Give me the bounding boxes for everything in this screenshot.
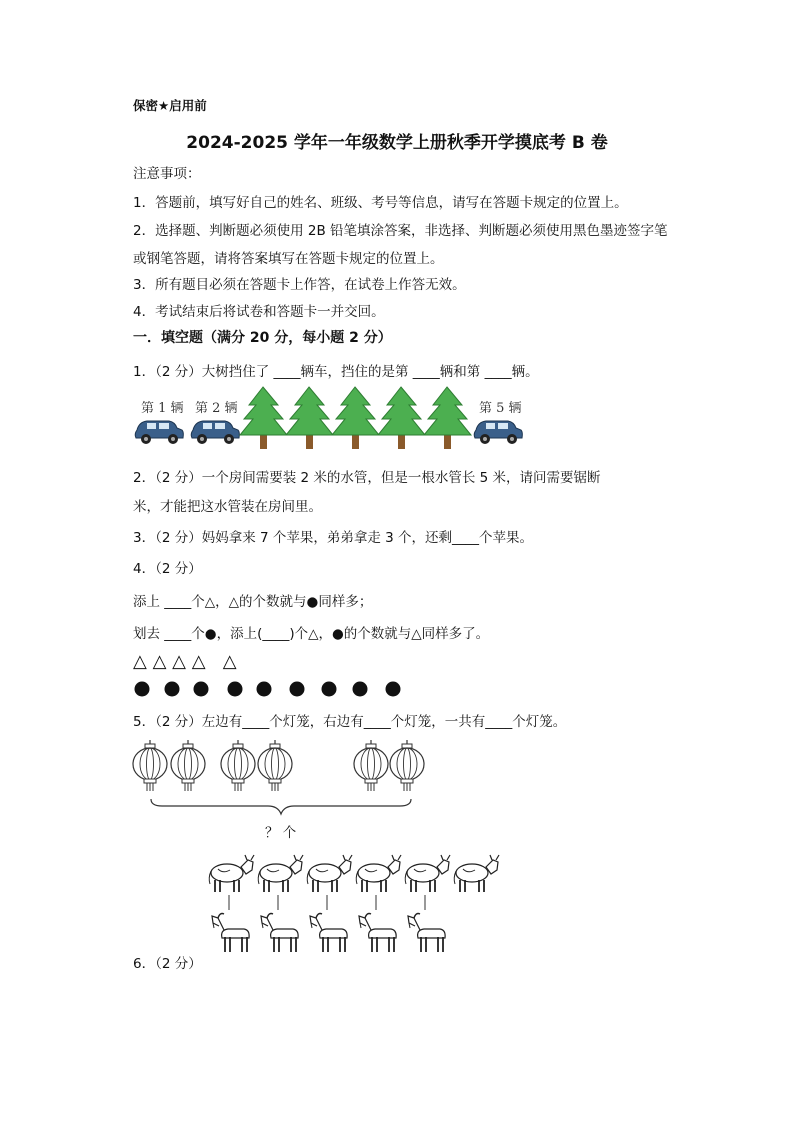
lantern-icon [171, 740, 205, 791]
question-1-text: 1．（2 分）大树挡住了 ____辆车，挡住的是第 ____辆和第 ____辆。 [133, 364, 539, 380]
question-4-head: 4．（2 分） [133, 561, 202, 577]
circle-dot [386, 682, 401, 697]
tree-icon [424, 387, 471, 449]
goat-icon [212, 914, 249, 953]
question-2-line-1: 2．（2 分）一个房间需要装 2 米的水管，但是一根水管长 5 米，请问需要锯断 [133, 470, 601, 486]
lantern-icon [354, 740, 388, 791]
car-label-5: 第 5 辆 [479, 401, 522, 416]
lantern-icon [133, 740, 167, 791]
notes-heading: 注意事项： [133, 166, 201, 182]
circle-dot [135, 682, 150, 697]
cow-icon [356, 855, 401, 892]
question-5-total-label: ？ 个 [265, 825, 297, 841]
question-3-text: 3．（2 分）妈妈拿来 7 个苹果，弟弟拿走 3 个，还剩____个苹果。 [133, 530, 534, 546]
note-item-1: 1．答题前，填写好自己的姓名、班级、考号等信息，请写在答题卡规定的位置上。 [133, 195, 628, 211]
circle-dot [257, 682, 272, 697]
car-1-icon [133, 414, 185, 446]
car-label-2: 第 2 辆 [195, 401, 238, 416]
lantern-icon [221, 740, 255, 791]
car-label-1: 第 1 辆 [141, 401, 184, 416]
question-5-text: 5．（2 分）左边有____个灯笼，右边有____个灯笼，一共有____个灯笼。 [133, 714, 567, 730]
car-2-icon [189, 414, 241, 446]
goat-icon [310, 914, 347, 953]
cow-icon [405, 855, 450, 892]
goat-icon [408, 914, 445, 953]
lantern-icon [390, 740, 424, 791]
circle-dot [165, 682, 180, 697]
circle-dot [290, 682, 305, 697]
confidential-mark: 保密★启用前 [133, 98, 207, 113]
trees-group [240, 385, 472, 450]
cow-icon [209, 855, 254, 892]
goat-icon [359, 914, 396, 953]
question-4-line-2: 划去 ____个●，添上(____)个△，●的个数就与△同样多了。 [133, 626, 490, 642]
question-2-line-2: 米，才能把这水管装在房间里。 [133, 499, 322, 515]
tree-icon [240, 387, 287, 449]
goat-icon [261, 914, 298, 953]
circle-dot [194, 682, 209, 697]
lanterns-group [131, 740, 431, 792]
cow-icon [307, 855, 352, 892]
car-5-icon [472, 414, 524, 446]
tree-icon [286, 387, 333, 449]
note-item-2b: 或钢笔答题，请将答案填写在答题卡规定的位置上。 [133, 251, 444, 267]
question-6-head: 6．（2 分） [133, 956, 202, 972]
cow-icon [258, 855, 303, 892]
note-item-3: 3．所有题目必须在答题卡上作答，在试卷上作答无效。 [133, 277, 466, 293]
triangles-row: △ △ △ △ △ [133, 651, 237, 672]
tree-icon [332, 387, 379, 449]
circle-dot [322, 682, 337, 697]
brace [150, 798, 412, 816]
note-item-4: 4．考试结束后将试卷和答题卡一并交回。 [133, 304, 385, 320]
cow-icon [454, 855, 499, 892]
animals-group [208, 852, 508, 967]
exam-title: 2024-2025 学年一年级数学上册秋季开学摸底考 B 卷 [186, 133, 608, 153]
lantern-icon [258, 740, 292, 791]
section-1-title: 一．填空题（满分 20 分，每小题 2 分） [133, 330, 392, 346]
circle-dot [353, 682, 368, 697]
tree-icon [378, 387, 425, 449]
question-4-line-1: 添上 ____个△，△的个数就与●同样多； [133, 594, 373, 610]
note-item-2a: 2．选择题、判断题必须使用 2B 铅笔填涂答案，非选择、判断题必须使用黑色墨迹签字笔 [133, 223, 668, 239]
circles-row [133, 680, 413, 698]
circle-dot [228, 682, 243, 697]
